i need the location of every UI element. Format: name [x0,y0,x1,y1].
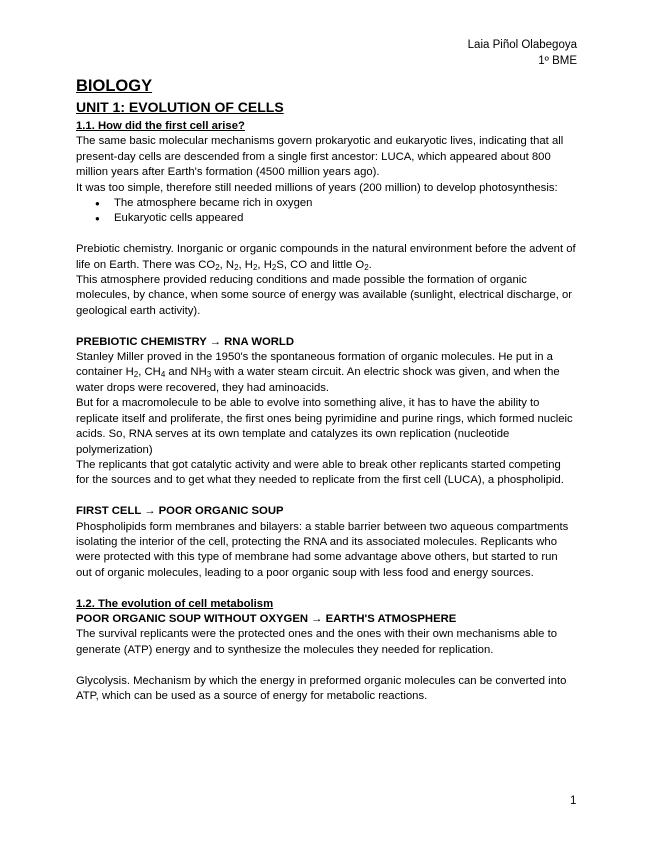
author-name: Laia Piñol Olabegoya [467,39,577,51]
paragraph: It was too simple, therefore still needed millions of years (200 million) to develop photosynthesis: [76,181,558,194]
document-title: BIOLOGY [76,77,153,95]
list-item: ● The atmosphere became rich in oxygen [114,196,576,211]
document-body [76,119,576,704]
course-label: 1º BME [538,54,577,67]
paragraph: Prebiotic chemistry. Inorganic or organic compounds in the natural environment before the advent of life on Earth. There was $CO_2$, $N_2$, $H_2$, $H_2S$, CO and little $O_2$. [76,243,576,272]
first-cell-heading: FIRST CELL → POOR ORGANIC SOUP [76,505,284,518]
page-header [468,38,577,69]
paragraph: This atmosphere provided reducing conditions and made possible the formation of organic molecules, by chance, when some source of energy was available (sunlight, electrical discharge, or geological earth activity). [76,274,573,317]
paragraph: Phospholipids form membranes and bilayers: a stable barrier between two aqueous compartments isolating the interior of the cell, protecting the RNA and its associated molecules. Replicants who were protected with this type of membrane had some advantage above others, but started to run out of organic molecules, leading to a poor organic soup with less food and energy sources. [76,520,569,579]
paragraph: The survival replicants were the protected ones and the ones with their own mechanisms able to generate (ATP) energy and to synthesize the molecules they needed for replication. [76,628,558,656]
list-item: ● Eukaryotic cells appeared [114,211,576,226]
paragraph: The replicants that got catalytic activity and were able to break other replicants started competing for the sources and to get what they needed to replicate from the first cell (LUCA), a phospholipid. [76,458,564,487]
section-1-2-heading: 1.2. The evolution of cell metabolism [76,597,274,610]
section-1-1-heading: 1.1. How did the first cell arise? [76,120,245,132]
unit-title: UNIT 1: EVOLUTION OF CELLS [76,99,284,115]
paragraph: The same basic molecular mechanisms govern prokaryotic and eukaryotic lives, indicating that all present-day cells are descended from a single first ancestor: LUCA, which appeared about 800 million years after Earth's formation (4500 million years ago). [76,135,564,179]
bullet-list [76,196,576,227]
poor-soup-heading: POOR ORGANIC SOUP WITHOUT OXYGEN → EARTH'S ATMOSPHERE [76,612,457,625]
paragraph: But for a macromolecule to be able to evolve into something alive, it has to have the ability to replicate itself and proliferate, the first ones being pyrimidine and purine rings, which formed nucleic acids. So, RNA serves at its own template and catalyzes its own replication (nucleotide polymerization) [76,397,573,456]
paragraph: Stanley Miller proved in the 1950's the spontaneous formation of organic molecules. He put in a container $H_2$, $CH_4$ and $NH_3$ with a water steam circuit. An electric shock was given, and when the water drops were recovered, they had aminoacids. [76,351,560,394]
page-number: 1 [570,795,577,807]
paragraph: Glycolysis. Mechanism by which the energy in preformed organic molecules can be converted into ATP, which can be used as a source of energy for metabolic reactions. [76,674,567,702]
rna-world-heading: PREBIOTIC CHEMISTRY → RNA WORLD [76,335,294,348]
